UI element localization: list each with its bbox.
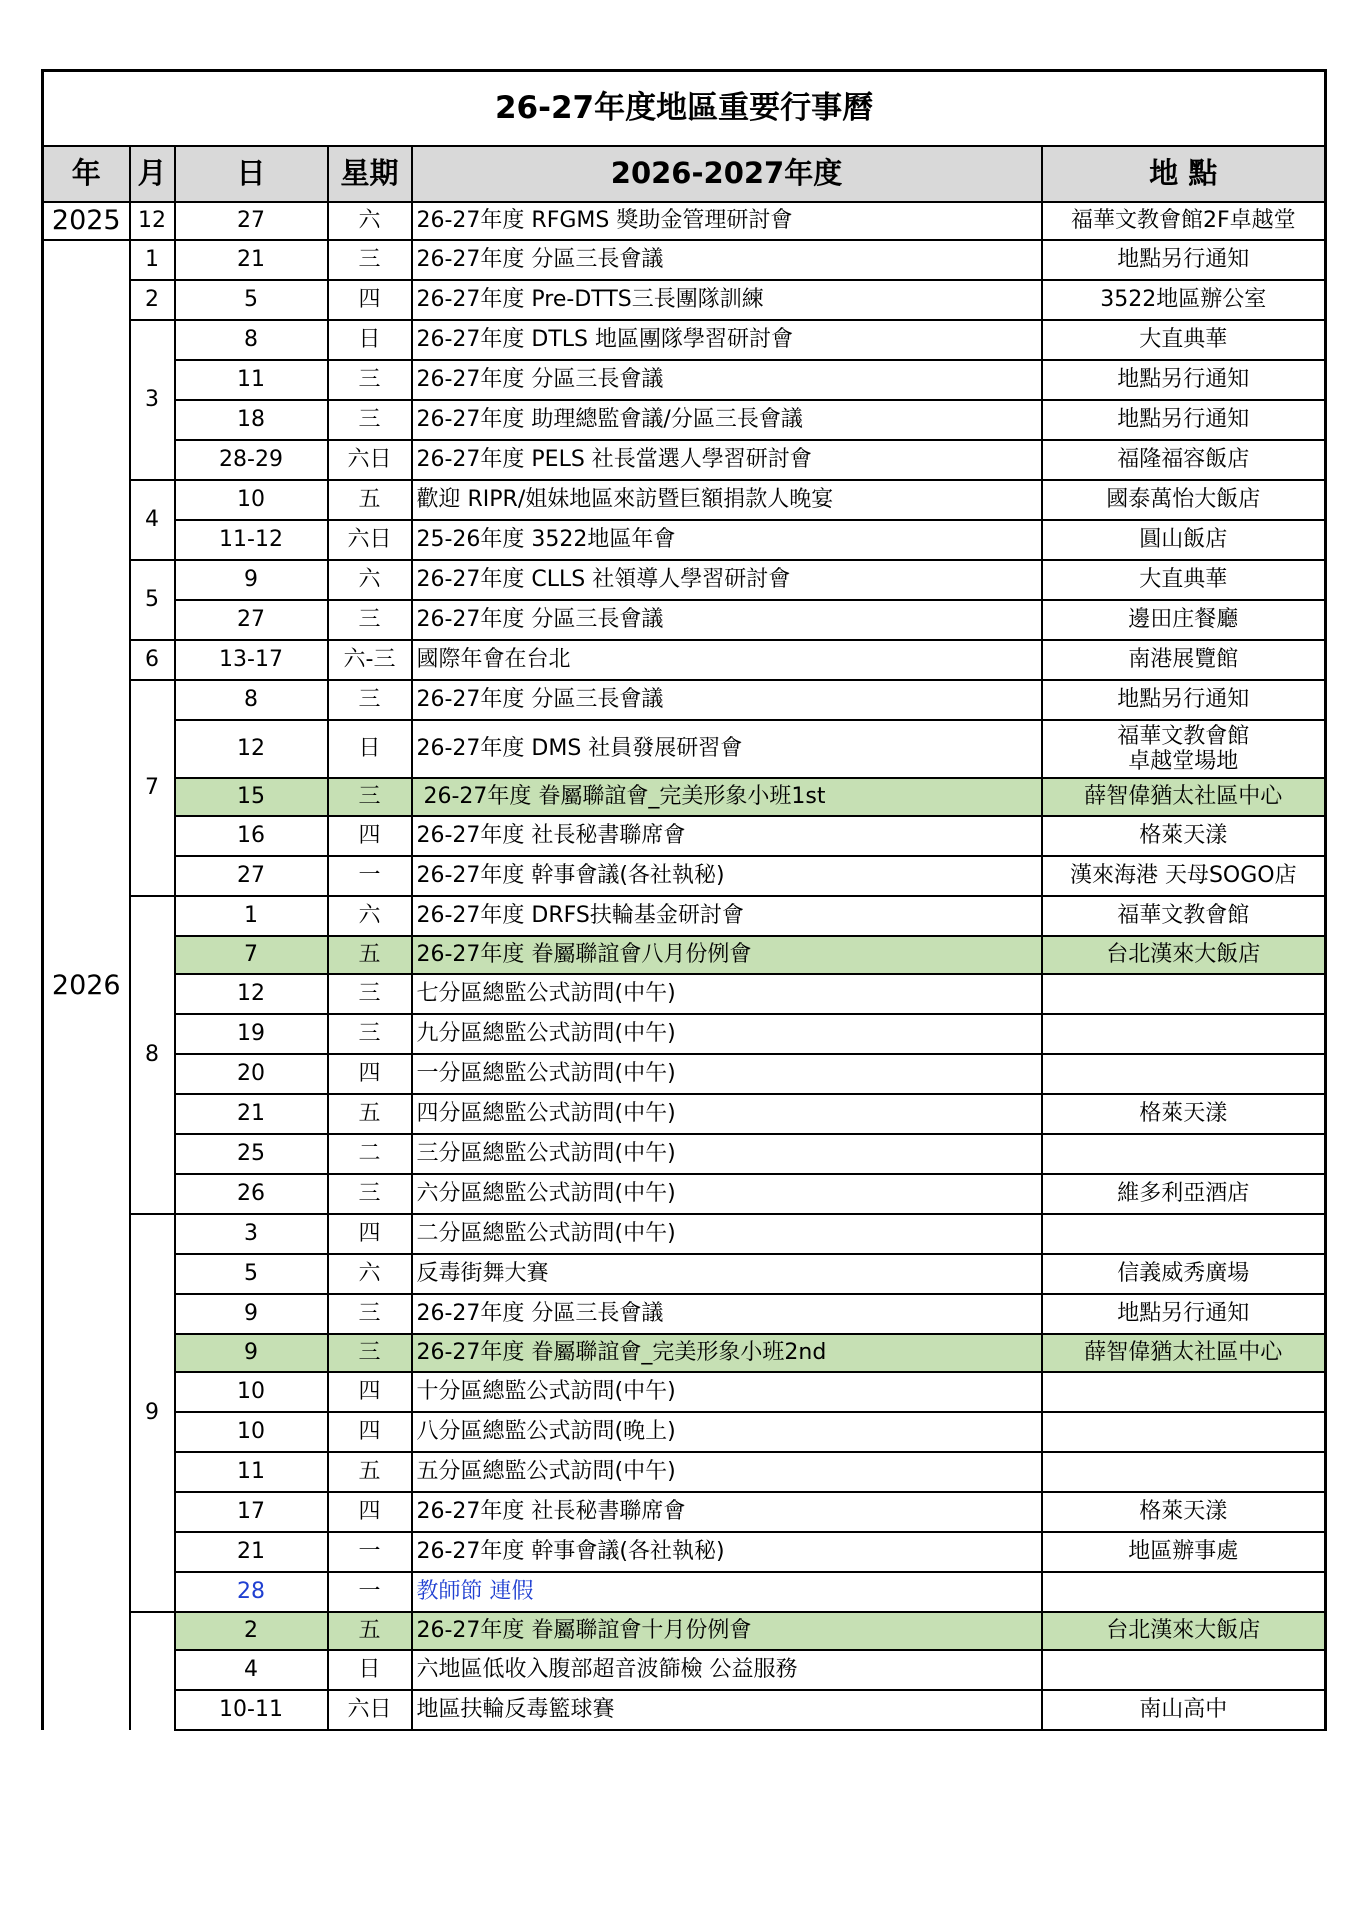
table-row bbox=[43, 778, 1326, 816]
location-cell bbox=[1042, 1014, 1326, 1054]
day-cell: 7 bbox=[175, 936, 328, 974]
weekday-cell: 二 bbox=[328, 1134, 412, 1174]
day-cell: 11-12 bbox=[175, 520, 328, 560]
event-cell: 25-26年度 3522地區年會 bbox=[412, 520, 1042, 560]
day-cell: 26 bbox=[175, 1174, 328, 1214]
event-cell: 26-27年度 CLLS 社領導人學習研討會 bbox=[412, 560, 1042, 600]
weekday-cell: 五 bbox=[328, 1094, 412, 1134]
month-cell: 12 bbox=[130, 202, 175, 240]
event-cell: 三分區總監公式訪問(中午) bbox=[412, 1134, 1042, 1174]
weekday-cell: 五 bbox=[328, 1612, 412, 1650]
weekday-cell: 四 bbox=[328, 1372, 412, 1412]
day-cell: 27 bbox=[175, 202, 328, 240]
event-cell: 26-27年度 社長秘書聯席會 bbox=[412, 1492, 1042, 1532]
day-cell: 25 bbox=[175, 1134, 328, 1174]
month-cell: 7 bbox=[130, 680, 175, 896]
event-cell: 26-27年度 幹事會議(各社執秘) bbox=[412, 1532, 1042, 1572]
year-cell: 2025 bbox=[43, 202, 130, 240]
day-cell: 21 bbox=[175, 1094, 328, 1134]
table-row bbox=[43, 1572, 1326, 1612]
weekday-cell: 三 bbox=[328, 240, 412, 280]
table-row bbox=[43, 1214, 1326, 1254]
event-cell: 26-27年度 PELS 社長當選人學習研討會 bbox=[412, 440, 1042, 480]
table-row bbox=[43, 816, 1326, 856]
day-cell: 15 bbox=[175, 778, 328, 816]
location-cell: 圓山飯店 bbox=[1042, 520, 1326, 560]
day-cell: 4 bbox=[175, 1650, 328, 1690]
month-cell: 2 bbox=[130, 280, 175, 320]
header-month: 月 bbox=[130, 146, 175, 202]
event-cell: 26-27年度 社長秘書聯席會 bbox=[412, 816, 1042, 856]
month-cell: 1 bbox=[130, 240, 175, 280]
location-cell: 3522地區辦公室 bbox=[1042, 280, 1326, 320]
event-cell: 四分區總監公式訪問(中午) bbox=[412, 1094, 1042, 1134]
day-cell: 9 bbox=[175, 560, 328, 600]
table-row bbox=[43, 360, 1326, 400]
location-cell: 福隆福容飯店 bbox=[1042, 440, 1326, 480]
weekday-cell: 日 bbox=[328, 320, 412, 360]
location-cell: 福華文教會館2F卓越堂 bbox=[1042, 202, 1326, 240]
table-row bbox=[43, 1014, 1326, 1054]
event-cell: 歡迎 RIPR/姐妹地區來訪暨巨額捐款人晚宴 bbox=[412, 480, 1042, 520]
event-cell: 國際年會在台北 bbox=[412, 640, 1042, 680]
weekday-cell: 一 bbox=[328, 1572, 412, 1612]
weekday-cell: 四 bbox=[328, 1492, 412, 1532]
weekday-cell: 六-三 bbox=[328, 640, 412, 680]
table-row bbox=[43, 1650, 1326, 1690]
event-cell: 教師節 連假 bbox=[412, 1572, 1042, 1612]
year-cell: 2026 bbox=[43, 240, 130, 1730]
location-cell: 南港展覽館 bbox=[1042, 640, 1326, 680]
day-cell: 10 bbox=[175, 480, 328, 520]
weekday-cell: 六 bbox=[328, 202, 412, 240]
table-row bbox=[43, 1412, 1326, 1452]
location-cell: 地點另行通知 bbox=[1042, 1294, 1326, 1334]
location-cell bbox=[1042, 1134, 1326, 1174]
month-cell: 4 bbox=[130, 480, 175, 560]
table-row bbox=[43, 1334, 1326, 1372]
day-cell: 28 bbox=[175, 1572, 328, 1612]
location-cell: 福華文教會館 卓越堂場地 bbox=[1042, 720, 1326, 778]
weekday-cell: 三 bbox=[328, 1334, 412, 1372]
page-title: 26-27年度地區重要行事曆 bbox=[43, 71, 1326, 147]
day-cell: 21 bbox=[175, 240, 328, 280]
day-cell: 9 bbox=[175, 1294, 328, 1334]
location-cell: 薛智偉猶太社區中心 bbox=[1042, 778, 1326, 816]
calendar-sheet bbox=[41, 69, 1324, 1731]
table-row bbox=[43, 240, 1326, 280]
day-cell: 1 bbox=[175, 896, 328, 936]
location-cell bbox=[1042, 1452, 1326, 1492]
event-cell: 26-27年度 分區三長會議 bbox=[412, 240, 1042, 280]
month-cell: 6 bbox=[130, 640, 175, 680]
day-cell: 21 bbox=[175, 1532, 328, 1572]
day-cell: 2 bbox=[175, 1612, 328, 1650]
weekday-cell: 四 bbox=[328, 1214, 412, 1254]
table-row bbox=[43, 480, 1326, 520]
table-row bbox=[43, 936, 1326, 974]
location-cell: 格萊天漾 bbox=[1042, 1492, 1326, 1532]
event-cell: 26-27年度 分區三長會議 bbox=[412, 360, 1042, 400]
event-cell: 十分區總監公式訪問(中午) bbox=[412, 1372, 1042, 1412]
weekday-cell: 四 bbox=[328, 1412, 412, 1452]
table-row bbox=[43, 520, 1326, 560]
weekday-cell: 六 bbox=[328, 560, 412, 600]
event-cell: 26-27年度 DRFS扶輪基金研討會 bbox=[412, 896, 1042, 936]
day-cell: 27 bbox=[175, 856, 328, 896]
weekday-cell: 五 bbox=[328, 480, 412, 520]
month-cell bbox=[130, 1612, 175, 1730]
event-cell: 五分區總監公式訪問(中午) bbox=[412, 1452, 1042, 1492]
day-cell: 12 bbox=[175, 720, 328, 778]
day-cell: 10 bbox=[175, 1412, 328, 1452]
weekday-cell: 三 bbox=[328, 400, 412, 440]
event-cell: 26-27年度 DTLS 地區團隊學習研討會 bbox=[412, 320, 1042, 360]
weekday-cell: 日 bbox=[328, 1650, 412, 1690]
weekday-cell: 三 bbox=[328, 778, 412, 816]
location-cell: 格萊天漾 bbox=[1042, 1094, 1326, 1134]
table-row bbox=[43, 1094, 1326, 1134]
month-cell: 8 bbox=[130, 896, 175, 1214]
weekday-cell: 一 bbox=[328, 1532, 412, 1572]
location-cell bbox=[1042, 974, 1326, 1014]
table-row bbox=[43, 560, 1326, 600]
table-row bbox=[43, 1294, 1326, 1334]
location-cell: 大直典華 bbox=[1042, 560, 1326, 600]
weekday-cell: 六日 bbox=[328, 440, 412, 480]
event-cell: 七分區總監公式訪問(中午) bbox=[412, 974, 1042, 1014]
location-cell: 福華文教會館 bbox=[1042, 896, 1326, 936]
table-row bbox=[43, 1174, 1326, 1214]
day-cell: 9 bbox=[175, 1334, 328, 1372]
table-row bbox=[43, 974, 1326, 1014]
location-cell: 維多利亞酒店 bbox=[1042, 1174, 1326, 1214]
header-year: 年 bbox=[43, 146, 130, 202]
event-cell: 26-27年度 分區三長會議 bbox=[412, 680, 1042, 720]
location-cell: 大直典華 bbox=[1042, 320, 1326, 360]
day-cell: 10-11 bbox=[175, 1690, 328, 1730]
event-cell: 八分區總監公式訪問(晚上) bbox=[412, 1412, 1042, 1452]
event-cell: 六地區低收入腹部超音波篩檢 公益服務 bbox=[412, 1650, 1042, 1690]
weekday-cell: 日 bbox=[328, 720, 412, 778]
day-cell: 12 bbox=[175, 974, 328, 1014]
weekday-cell: 五 bbox=[328, 936, 412, 974]
table-row bbox=[43, 1054, 1326, 1094]
weekday-cell: 三 bbox=[328, 1294, 412, 1334]
event-cell: 一分區總監公式訪問(中午) bbox=[412, 1054, 1042, 1094]
table-row bbox=[43, 400, 1326, 440]
day-cell: 11 bbox=[175, 360, 328, 400]
location-cell: 信義威秀廣場 bbox=[1042, 1254, 1326, 1294]
weekday-cell: 一 bbox=[328, 856, 412, 896]
weekday-cell: 四 bbox=[328, 280, 412, 320]
location-cell bbox=[1042, 1412, 1326, 1452]
weekday-cell: 六 bbox=[328, 896, 412, 936]
day-cell: 28-29 bbox=[175, 440, 328, 480]
day-cell: 8 bbox=[175, 320, 328, 360]
day-cell: 17 bbox=[175, 1492, 328, 1532]
table-row bbox=[43, 720, 1326, 778]
day-cell: 13-17 bbox=[175, 640, 328, 680]
table-row bbox=[43, 1134, 1326, 1174]
event-cell: 反毒街舞大賽 bbox=[412, 1254, 1042, 1294]
day-cell: 19 bbox=[175, 1014, 328, 1054]
table-row bbox=[43, 640, 1326, 680]
table-row bbox=[43, 856, 1326, 896]
weekday-cell: 三 bbox=[328, 360, 412, 400]
table-row bbox=[43, 1612, 1326, 1650]
header-weekday: 星期 bbox=[328, 146, 412, 202]
table-row bbox=[43, 1452, 1326, 1492]
table-row bbox=[43, 280, 1326, 320]
event-cell: 26-27年度 分區三長會議 bbox=[412, 1294, 1042, 1334]
day-cell: 3 bbox=[175, 1214, 328, 1254]
location-cell bbox=[1042, 1054, 1326, 1094]
weekday-cell: 三 bbox=[328, 600, 412, 640]
day-cell: 27 bbox=[175, 600, 328, 640]
month-cell: 3 bbox=[130, 320, 175, 480]
weekday-cell: 三 bbox=[328, 680, 412, 720]
event-cell: 26-27年度 幹事會議(各社執秘) bbox=[412, 856, 1042, 896]
location-cell: 格萊天漾 bbox=[1042, 816, 1326, 856]
table-row bbox=[43, 1532, 1326, 1572]
weekday-cell: 四 bbox=[328, 816, 412, 856]
calendar-table bbox=[41, 69, 1327, 1731]
weekday-cell: 三 bbox=[328, 974, 412, 1014]
weekday-cell: 三 bbox=[328, 1014, 412, 1054]
location-cell: 台北漢來大飯店 bbox=[1042, 1612, 1326, 1650]
table-row bbox=[43, 600, 1326, 640]
header-event: 2026-2027年度 bbox=[412, 146, 1042, 202]
event-cell: 26-27年度 分區三長會議 bbox=[412, 600, 1042, 640]
event-cell: 26-27年度 眷屬聯誼會_完美形象小班2nd bbox=[412, 1334, 1042, 1372]
table-row bbox=[43, 1492, 1326, 1532]
event-cell: 六分區總監公式訪問(中午) bbox=[412, 1174, 1042, 1214]
month-cell: 9 bbox=[130, 1214, 175, 1612]
day-cell: 5 bbox=[175, 280, 328, 320]
location-cell bbox=[1042, 1650, 1326, 1690]
month-cell: 5 bbox=[130, 560, 175, 640]
day-cell: 18 bbox=[175, 400, 328, 440]
event-cell: 九分區總監公式訪問(中午) bbox=[412, 1014, 1042, 1054]
table-row bbox=[43, 320, 1326, 360]
location-cell bbox=[1042, 1214, 1326, 1254]
weekday-cell: 六 bbox=[328, 1254, 412, 1294]
header-location: 地 點 bbox=[1042, 146, 1326, 202]
location-cell: 國泰萬怡大飯店 bbox=[1042, 480, 1326, 520]
location-cell: 薛智偉猶太社區中心 bbox=[1042, 1334, 1326, 1372]
weekday-cell: 六日 bbox=[328, 1690, 412, 1730]
location-cell: 地點另行通知 bbox=[1042, 400, 1326, 440]
location-cell bbox=[1042, 1572, 1326, 1612]
event-cell: 26-27年度 助理總監會議/分區三長會議 bbox=[412, 400, 1042, 440]
day-cell: 20 bbox=[175, 1054, 328, 1094]
location-cell: 地點另行通知 bbox=[1042, 360, 1326, 400]
weekday-cell: 四 bbox=[328, 1054, 412, 1094]
event-cell: 26-27年度 Pre-DTTS三長團隊訓練 bbox=[412, 280, 1042, 320]
table-row bbox=[43, 1372, 1326, 1412]
table-row bbox=[43, 680, 1326, 720]
event-cell: 26-27年度 眷屬聯誼會十月份例會 bbox=[412, 1612, 1042, 1650]
day-cell: 5 bbox=[175, 1254, 328, 1294]
table-row bbox=[43, 1254, 1326, 1294]
day-cell: 10 bbox=[175, 1372, 328, 1412]
location-cell: 地點另行通知 bbox=[1042, 240, 1326, 280]
table-row bbox=[43, 1690, 1326, 1730]
header-day: 日 bbox=[175, 146, 328, 202]
day-cell: 16 bbox=[175, 816, 328, 856]
location-cell: 地點另行通知 bbox=[1042, 680, 1326, 720]
location-cell: 地區辦事處 bbox=[1042, 1532, 1326, 1572]
event-cell: 26-27年度 眷屬聯誼會_完美形象小班1st bbox=[412, 778, 1042, 816]
weekday-cell: 三 bbox=[328, 1174, 412, 1214]
table-row bbox=[43, 896, 1326, 936]
event-cell: 地區扶輪反毒籃球賽 bbox=[412, 1690, 1042, 1730]
day-cell: 8 bbox=[175, 680, 328, 720]
event-cell: 26-27年度 RFGMS 獎助金管理研討會 bbox=[412, 202, 1042, 240]
location-cell: 邊田庄餐廳 bbox=[1042, 600, 1326, 640]
table-row bbox=[43, 440, 1326, 480]
weekday-cell: 五 bbox=[328, 1452, 412, 1492]
event-cell: 26-27年度 眷屬聯誼會八月份例會 bbox=[412, 936, 1042, 974]
day-cell: 11 bbox=[175, 1452, 328, 1492]
event-cell: 二分區總監公式訪問(中午) bbox=[412, 1214, 1042, 1254]
location-cell: 台北漢來大飯店 bbox=[1042, 936, 1326, 974]
location-cell: 南山高中 bbox=[1042, 1690, 1326, 1730]
event-cell: 26-27年度 DMS 社員發展研習會 bbox=[412, 720, 1042, 778]
table-row bbox=[43, 202, 1326, 240]
location-cell bbox=[1042, 1372, 1326, 1412]
location-cell: 漢來海港 天母SOGO店 bbox=[1042, 856, 1326, 896]
weekday-cell: 六日 bbox=[328, 520, 412, 560]
